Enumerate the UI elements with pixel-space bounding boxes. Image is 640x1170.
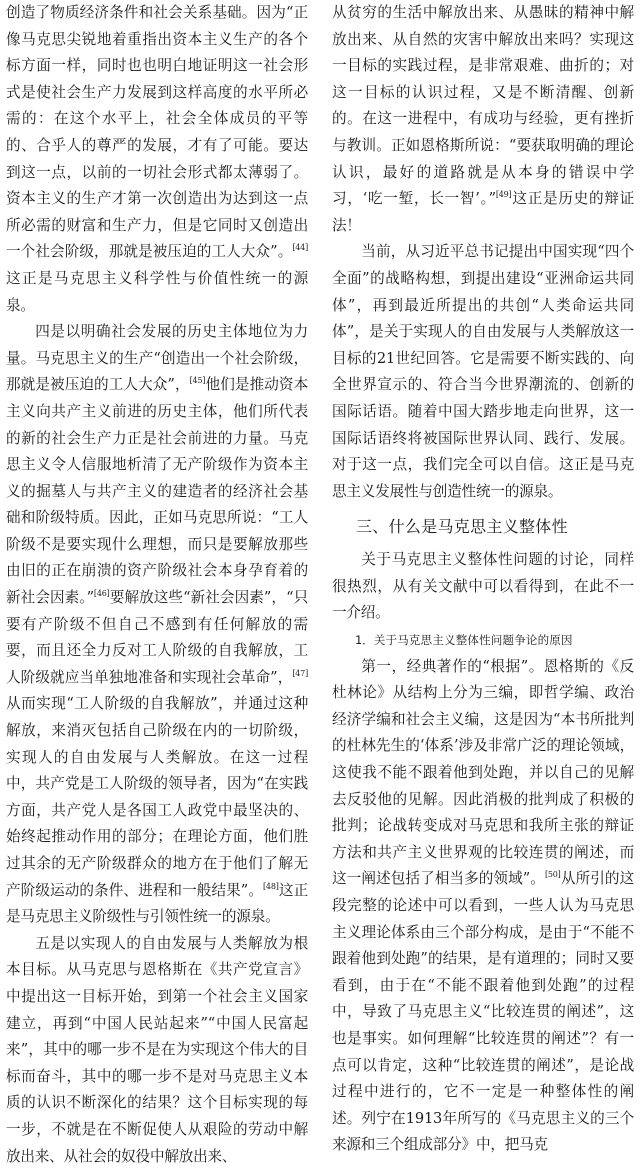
left-paragraph-2-tail: 这正是马克思主义阶级性与引领性统一的源泉。 (6, 881, 308, 926)
left-paragraph-3: 五是以实现人的自由发展与人类解放为根本目标。从马克思与恩格斯在《共产党宣言》中提出这一目标开始，到第一个社会主义国家建立，再到“中国人民站起来”“中国人民富起来”，其中的哪一步不是在为实现这个伟大的目标而奋斗，其中的哪一步不是对马克思主义本质的认识不断深化的结果？这个目标实现的每一步，不就是在不断促使人从艰险的劳动中解放出来、从社会的奴役中解放出来、 (6, 934, 308, 1165)
subsection-heading: 1．关于马克思主义整体性问题争论的原因 (355, 633, 573, 648)
footnote-ref-47: [47] (292, 668, 308, 678)
left-paragraph-1-tail: 这正是马克思主义科学性与价值性统一的源泉。 (6, 269, 308, 314)
left-paragraph-1 (6, 0, 308, 319)
footnote-ref-50: [50] (544, 870, 561, 880)
footnote-ref-49: [49] (495, 190, 512, 200)
left-column (6, 0, 308, 1170)
right-paragraph-1-tail: 这正是历史的辩证法！ (332, 190, 634, 234)
footnote-ref-45: [45] (189, 376, 206, 386)
right-paragraph-4 (332, 654, 634, 1159)
left-paragraph-2-mid3: 从而实现“工人阶级的自我解放”，并通过这种解放，来消灭包括自己阶级在内的一切阶级，实现人的自由发展与人类解放。在这一过程中，共产党是工人阶级的领导者，因为“在实践方面，共产党人是各国工人政党中最坚决的、始终起推动作用的部分；在理论方面，他们胜过其余的无产阶级群众的地方在于他们了解无产阶级运动的条件、进程和一般结果”。 (6, 695, 308, 899)
right-paragraph-3: 关于马克思主义整体性问题的讨论，同样很热烈，从有关文献中可以看得到，在此不一一介绍。 (332, 551, 634, 622)
right-paragraph-1 (332, 0, 634, 239)
right-paragraph-1-text: 从贫穷的生活中解放出来、从愚昧的精神中解放出来、从自然的灾害中解放出来吗？实现这一目标的实践过程，是非常艰难、曲折的；对这一目标的认识过程，又是不断清醒、创新的。在这一进程中，有成功与经验，更有挫折与教训。正如恩格斯所说：“要获取明确的理论认识，最好的道路就是从本身的错误中学习，‘吃一堑，长一智’。” (332, 4, 634, 208)
left-paragraph-2 (6, 319, 308, 931)
left-paragraph-2-mid2: 要解放这些“新社会因素”，“只要有产阶级不但自己不感到有任何解放的需要，而且还全力反对工人阶级的自我解放，工人阶级就应当单独地准备和实现社会革命”， (6, 589, 308, 686)
right-column (332, 0, 634, 1159)
footnote-ref-46: [46] (93, 589, 110, 599)
right-paragraph-4-text: 第一，经典著作的“根据”。恩格斯的《反杜林论》从结构上分为三编，即哲学编、政治经济学编和社会主义编，这是因为“本书所批判的杜林先生的‘体系’涉及非常广泛的理论领域，这使我不能不跟着他到处跑，并以自己的见解去反驳他的见解。因此消极的批判成了积极的批判；论战转变成对马克思和我所主张的辩证方法和共产主义世界观的比较连贯的阐述，而这一阐述包括了相当多的领域”。 (332, 657, 634, 888)
left-paragraph-1-text: 创造了物质经济条件和社会关系基础。因为“正像马克思尖锐地着重指出资本主义生产的各个标方面一样，同时也也明白地证明这一社会形式是使社会生产力发展到这样高度的水平所必需的：在这个水平上，社会全体成员的平等的、合乎人的尊严的发展，才有了可能。要达到这一点，以前的一切社会形式都太薄弱了。资本主义的生产才第一次创造出为达到这一点所必需的财富和生产力，但是它同时又创造出一个社会阶级，那就是被压迫的工人大众”。 (6, 4, 308, 261)
left-paragraph-2-text: 四是以明确社会发展的历史主体地位为力量。马克思主义的生产“创造出一个社会阶级，那就是被压迫的工人大众”， (6, 323, 308, 394)
footnote-ref-44: [44] (292, 243, 308, 253)
right-paragraph-2: 当前，从习近平总书记提出中国实现“四个全面”的战略构想，到提出建设“亚洲命运共同体”，再到最近所提出的共创“人类命运共同体”，是关于实现人的自由发展与人类解放这一目标的21世纪回答。它是需要不断实践的、向全世界宣示的、符合当今世界潮流的、创新的国际话语。随着中国大踏步地走向世界，这一国际话语终将被国际世界认同、践行、发展。对于这一点，我们完全可以自信。这正是马克思主义发展性与创造性统一的源泉。 (332, 243, 634, 500)
left-paragraph-2-mid: 他们是推动资本主义向共产主义前进的历史主体，他们所代表的新的社会生产力正是社会前进的力量。马克思主义令人信服地析清了无产阶级作为资本主义的掘墓人与共产主义的建造者的经济社会基础和阶级特质。因此，正如马克思所说：“工人阶级不是要实现什么理想，而只是要解放那些由旧的正在崩溃的资产阶级社会本身孕育着的新社会因素。” (6, 376, 308, 607)
footnote-ref-48: [48] (263, 881, 279, 891)
right-paragraph-4-tail: 从所引的这段完整的论述中可以看到，一些人认为马克思主义理论体系由三个部分构成，是由于“不能不跟着他到处跑”的结果，是有道理的；同时又要看到，由于在“不能不跟着他到处跑”的过程中，导致了马克思主义“比较连贯的阐述”，这也是事实。如何理解“比较连贯的阐述”？有一点可以肯定，这种“比较连贯的阐述”，是论战过程中进行的，它不一定是一种整体性的阐述。列宁在1913年所写的《马克思主义的三个来源和三个组成部分》中，把马克 (332, 870, 634, 1154)
section-heading: 三、什么是马克思主义整体性 (356, 517, 568, 537)
